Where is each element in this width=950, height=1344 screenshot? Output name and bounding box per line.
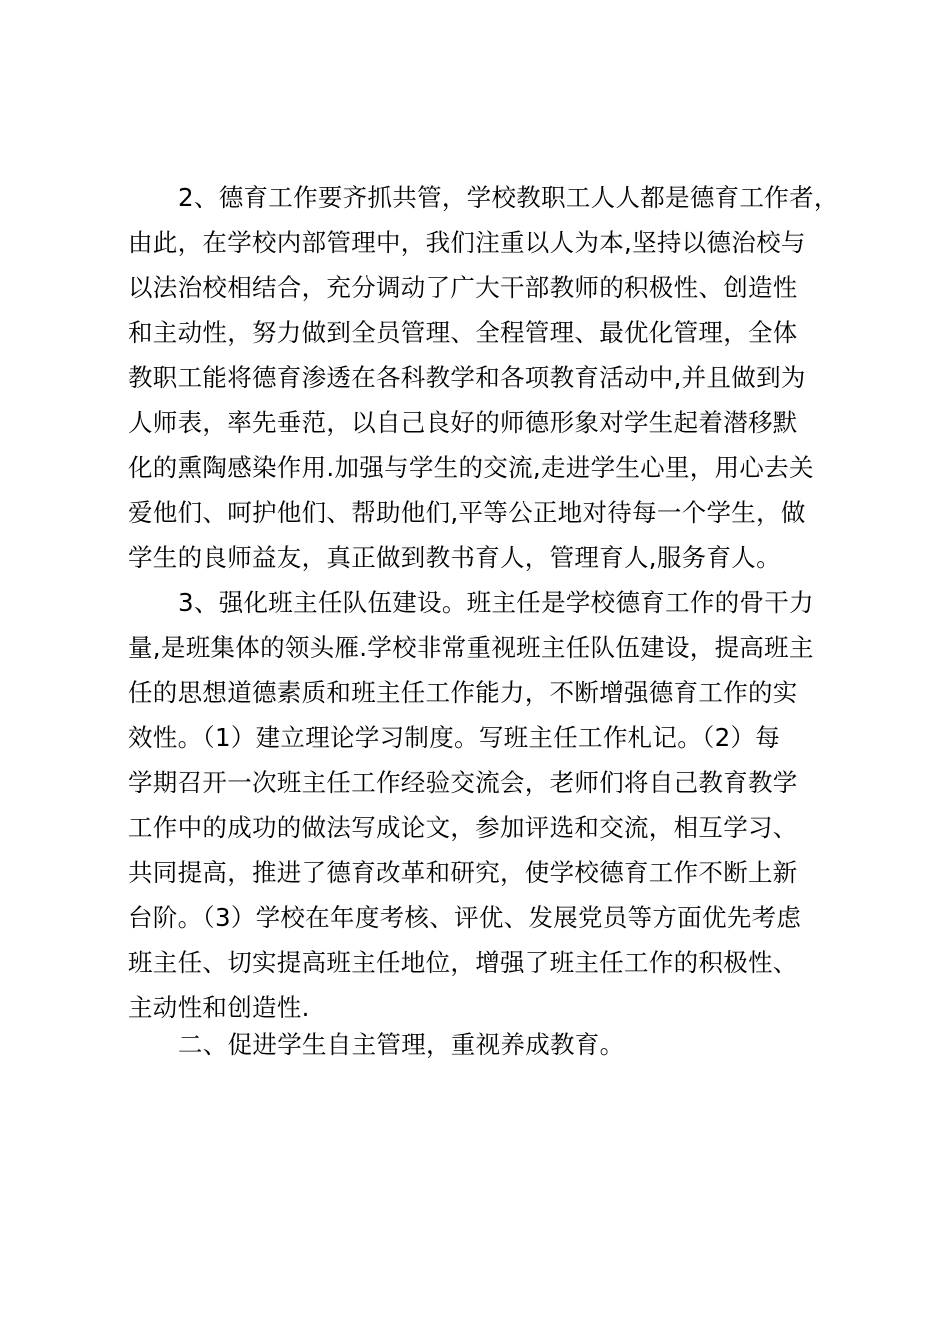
text-line: 效性。（1）建立理论学习制度。写班主任工作札记。（2）每 (128, 723, 781, 752)
text-line: 学期召开一次班主任工作经验交流会，老师们将自己教育教学 (128, 768, 798, 797)
text-line: 任的思想道德素质和班主任工作能力，不断增强德育工作的实 (128, 678, 798, 707)
text-line: 主动性和创造性. (128, 993, 310, 1022)
text-line: 由此，在学校内部管理中，我们注重以人为本,坚持以德治校与 (128, 228, 806, 257)
text-line: 爱他们、呵护他们、帮助他们,平等公正地对待每一个学生，做 (128, 498, 806, 527)
text-line: 共同提高，推进了德育改革和研究，使学校德育工作不断上新 (128, 858, 798, 887)
paragraph-2-teacher-ethics (128, 175, 848, 580)
text-line: 台阶。（3）学校在年度考核、评优、发展党员等方面优先考虑 (128, 903, 802, 932)
paragraph-3-head-teacher-team (128, 580, 848, 1030)
text-line: 工作中的成功的做法写成论文，参加评选和交流，相互学习、 (128, 813, 798, 842)
text-line: 教职工能将德育渗透在各科教学和各项教育活动中,并且做到为 (128, 363, 806, 392)
section-heading: 二、促进学生自主管理，重视养成教育。 (178, 1030, 625, 1059)
text-line: 量,是班集体的领头雁.学校非常重视班主任队伍建设，提高班主 (128, 633, 814, 662)
text-line: 3、强化班主任队伍建设。班主任是学校德育工作的骨干力 (178, 588, 814, 617)
text-line: 班主任、切实提高班主任地位，增强了班主任工作的积极性、 (128, 948, 798, 977)
text-line: 学生的良师益友，真正做到教书育人，管理育人,服务育人。 (128, 543, 781, 572)
text-line: 和主动性，努力做到全员管理、全程管理、最优化管理，全体 (128, 318, 798, 347)
text-line: 人师表，率先垂范，以自己良好的师德形象对学生起着潜移默 (128, 408, 798, 437)
text-line: 化的熏陶感染作用.加强与学生的交流,走进学生心里，用心去关 (128, 453, 814, 482)
body-text (128, 175, 848, 1030)
text-line: 2、德育工作要齐抓共管，学校教职工人人都是德育工作者， (178, 183, 839, 212)
text-line: 以法治校相结合，充分调动了广大干部教师的积极性、创造性 (128, 273, 798, 302)
